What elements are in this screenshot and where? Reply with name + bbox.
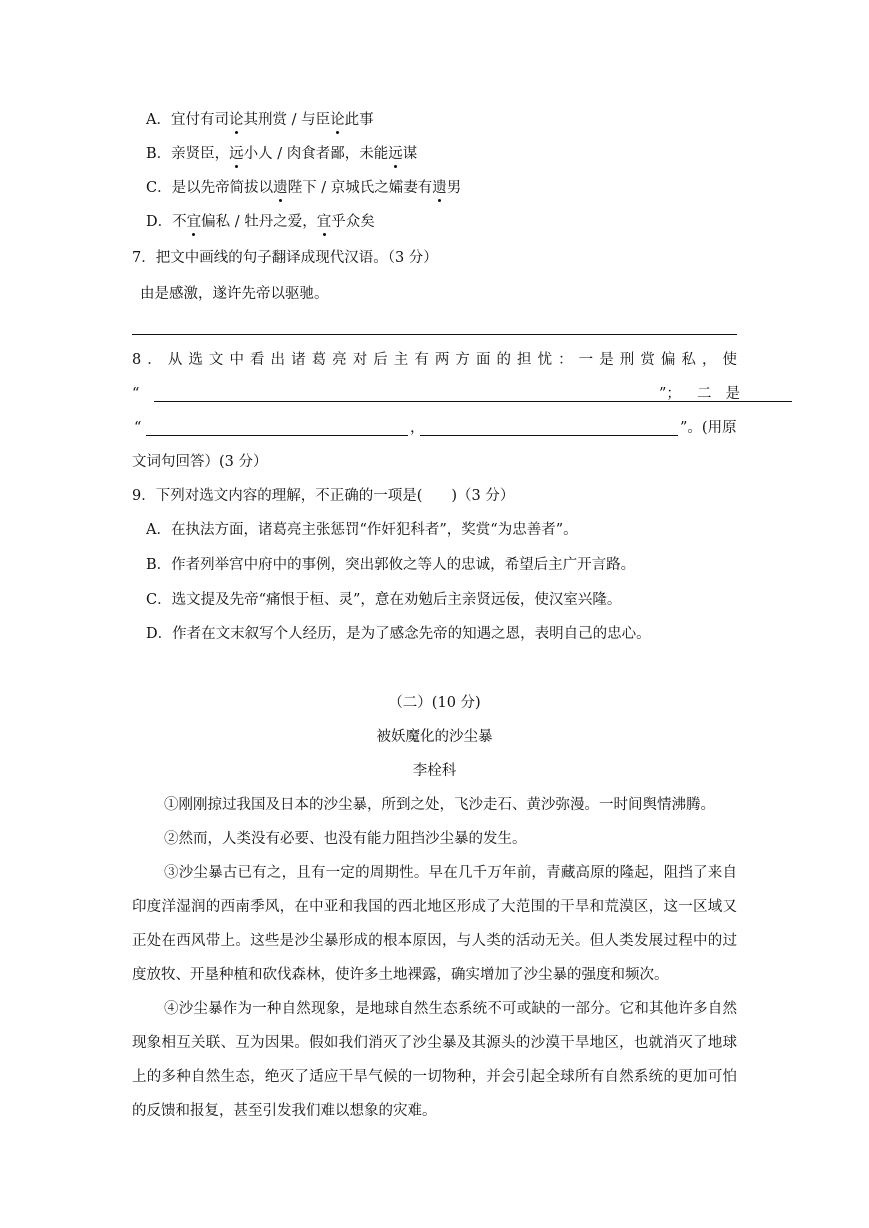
q6-option-a-mid: 其刑赏 / 与臣 [243, 112, 331, 128]
q6-option-b-mid: 小人 / 肉食者鄙，未能 [243, 146, 389, 162]
q6-option-c [146, 178, 461, 198]
q6-option-d-mid: 偏私 / 牡丹之爱， [201, 214, 317, 230]
q6-option-a-prefix: A．宜付有司 [146, 112, 229, 128]
answer-blank-3[interactable] [420, 435, 678, 436]
q8-end: ”。(用原 [680, 420, 737, 436]
q6-option-b-prefix: B．亲贤臣， [146, 146, 230, 162]
emphasized-word: 遗 [273, 180, 288, 196]
q8-part-two: 二是 [697, 386, 754, 402]
q6-option-b [146, 144, 417, 164]
q7-stem: 7．把文中画线的句子翻译成现代汉语。（3 分） [132, 250, 438, 266]
emphasized-word: 宜 [316, 214, 332, 230]
q6-option-c-mid: 陛下 / 京城氏之孀妻有 [287, 180, 433, 196]
paragraph-2: ②然而，人类没有必要、也没有能力阻挡沙尘暴的发生。 [164, 831, 527, 847]
q9-option-d: D．作者在文末叙写个人经历，是为了感念先帝的知遇之恩，表明自己的忠心。 [146, 626, 651, 642]
emphasized-word: 远 [388, 146, 403, 162]
paragraph-3: ③沙尘暴古已有之，且有一定的周期性。早在几千万年前，青藏高原的隆起，阻挡了来自印度洋湿润的西南季风，在中亚和我国的西北地区形成了大范围的干旱和荒漠区，这一区域又正处在西风带上。这些是沙尘暴形成的根本原因，与人类的活动无关。但人类发展过程中的过度放牧、开垦种植和砍伐森林，使许多土地裸露，确实增加了沙尘暴的强度和频次。 [132, 865, 737, 983]
q6-option-a-suffix: 此事 [344, 112, 374, 128]
q6-option-d [146, 212, 375, 232]
q6-option-c-prefix: C．是以先帝简拔以 [146, 180, 274, 196]
q7-sentence: 由是感激，遂许先帝以驱驰。 [140, 286, 329, 302]
open-quote: “ [134, 420, 142, 436]
close-quote-semicolon: ”； [659, 386, 681, 402]
article-title: 被妖魔化的沙尘暴 [376, 729, 493, 745]
paragraph-4: ④沙尘暴作为一种自然现象，是地球自然生态系统不可或缺的一部分。它和其他许多自然现象相互关联、互为因果。假如我们消灭了沙尘暴及其源头的沙漠干旱地区，也就消灭了地球上的多种自然生态，绝灭了适应干旱气候的一切物种，并会引起全球所有自然系统的更加可怕的反馈和报复，甚至引发我们难以想象的灾难。 [132, 1001, 737, 1119]
section-header: （二）(10 分) [388, 695, 481, 711]
emphasized-word: 遗 [432, 180, 447, 196]
q6-option-a [146, 110, 374, 130]
paragraph-1: ①刚刚掠过我国及日本的沙尘暴，所到之处，飞沙走石、黄沙弥漫。一时间舆情沸腾。 [164, 797, 715, 813]
answer-blank-2[interactable] [146, 435, 408, 436]
q6-option-d-prefix: D．不 [146, 214, 187, 230]
q6-option-d-suffix: 乎众矣 [331, 214, 375, 230]
q9-option-b: B．作者列举宫中府中的事例，突出郭攸之等人的忠诚，希望后主广开言路。 [146, 557, 636, 573]
q6-option-c-suffix: 男 [446, 180, 462, 196]
emphasized-word: 宜 [186, 214, 202, 230]
q6-option-b-suffix: 谋 [402, 146, 418, 162]
emphasized-word: 远 [229, 146, 244, 162]
article-author: 李栓科 [412, 763, 457, 779]
q9-option-a: A．在执法方面，诸葛亮主张惩罚“作奸犯科者”，奖赏“为忠善者”。 [146, 522, 578, 538]
q9-stem: 9．下列对选文内容的理解，不正确的一项是( )（3 分） [132, 488, 515, 504]
emphasized-word: 论 [228, 112, 244, 128]
answer-line [132, 334, 737, 335]
emphasized-word: 论 [330, 112, 345, 128]
q8-line1: 8．从选文中看出诸葛亮对后主有两方面的担忧：一是刑赏偏私，使 [132, 352, 737, 368]
comma: ， [410, 420, 425, 436]
open-quote: “ [132, 386, 140, 402]
q8-line4: 文词句回答）(3 分） [132, 454, 268, 470]
q9-option-c: C．选文提及先帝“痛恨于桓、灵”，意在劝勉后主亲贤远佞，使汉室兴隆。 [146, 592, 622, 608]
